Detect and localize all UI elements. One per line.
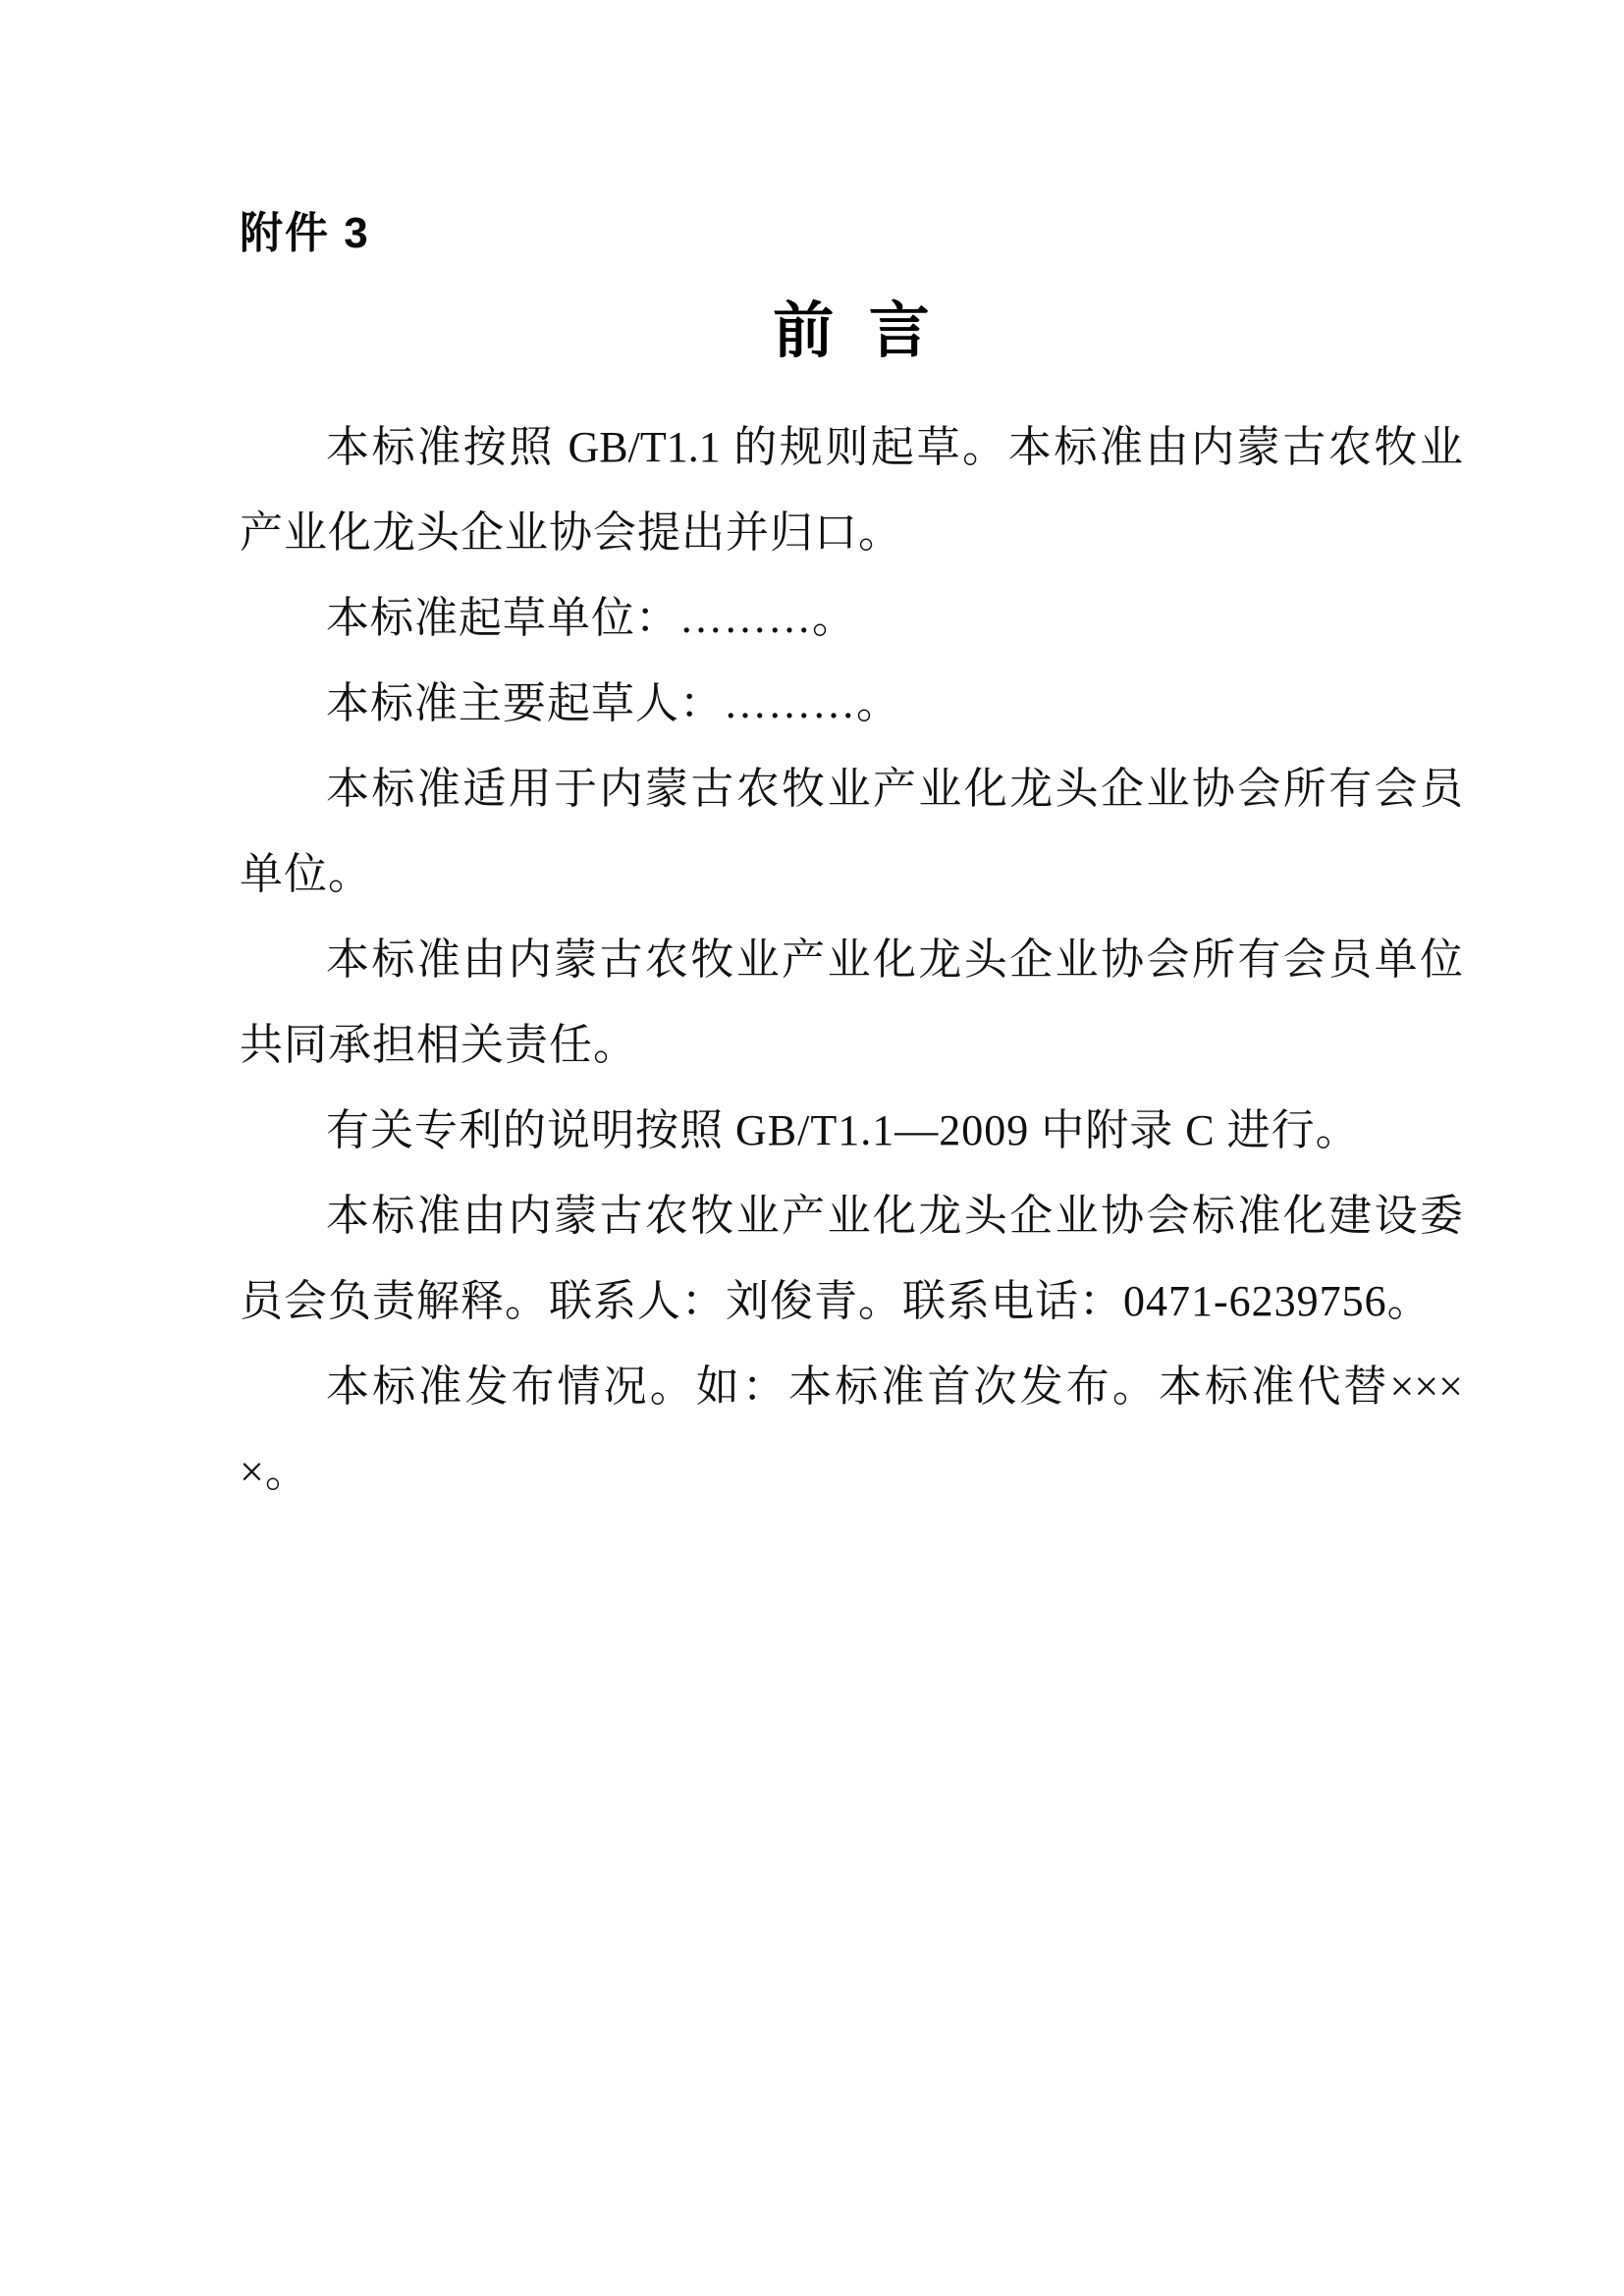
body-line: 本标准适用于内蒙古农牧业产业化龙头企业协会所有会员 bbox=[326, 765, 1463, 813]
body-line: 本标准起草单位：………。 bbox=[326, 594, 856, 642]
body-line: 本标准由内蒙古农牧业产业化龙头企业协会所有会员单位 bbox=[326, 935, 1463, 984]
attachment-label: 附件 3 bbox=[240, 209, 370, 257]
body-line: 产业化龙头企业协会提出并归口。 bbox=[240, 508, 902, 557]
body-line: 本标准按照 GB/T1.1 的规则起草。本标准由内蒙古农牧业 bbox=[326, 423, 1463, 471]
body-line: 本标准发布情况。如：本标准首次发布。本标准代替××× bbox=[326, 1362, 1463, 1411]
document-body bbox=[240, 404, 1463, 1515]
body-line: 单位。 bbox=[240, 850, 372, 898]
body-line: 本标准由内蒙古农牧业产业化龙头企业协会标准化建设委 bbox=[326, 1192, 1463, 1240]
body-line: 有关专利的说明按照 GB/T1.1—2009 中附录 C 进行。 bbox=[326, 1106, 1360, 1154]
body-line: 共同承担相关责任。 bbox=[240, 1021, 637, 1069]
page-title: 前 言 bbox=[773, 298, 930, 365]
body-line: 员会负责解释。联系人：刘俊青。联系电话：0471-6239756。 bbox=[240, 1277, 1432, 1325]
body-line: 本标准主要起草人：………。 bbox=[326, 679, 900, 727]
body-line: ×。 bbox=[240, 1448, 309, 1496]
